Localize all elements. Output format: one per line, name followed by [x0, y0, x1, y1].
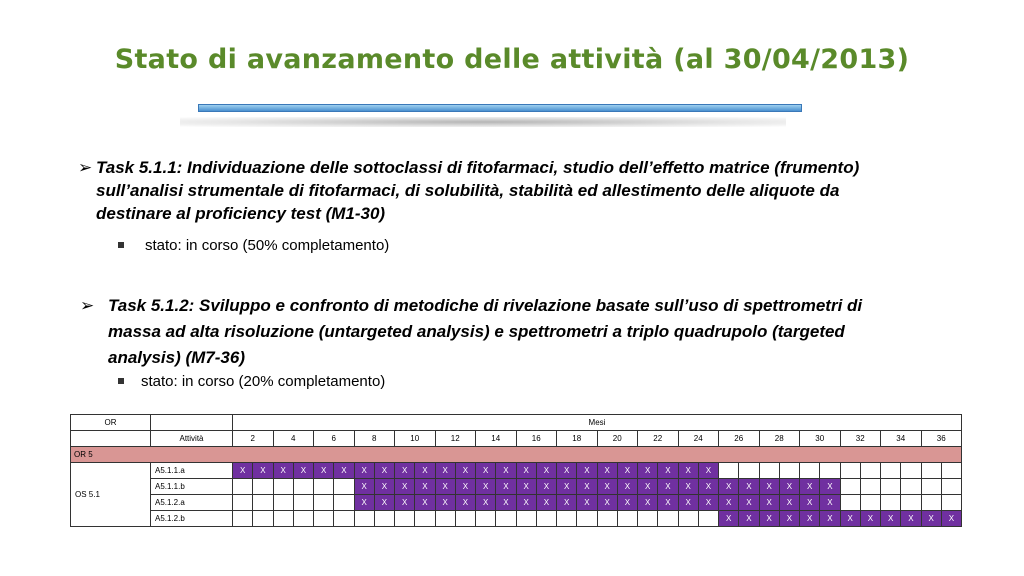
- gantt-mark-cell: X: [739, 495, 759, 511]
- month-header: 34: [881, 431, 922, 447]
- gantt-empty-cell: [840, 495, 860, 511]
- gantt-empty-cell: [941, 463, 961, 479]
- gantt-empty-cell: [273, 495, 293, 511]
- gantt-mark-cell: X: [496, 463, 516, 479]
- attivita-header: Attività: [151, 431, 233, 447]
- gantt-mark-cell: X: [314, 463, 334, 479]
- gantt-empty-cell: [719, 463, 739, 479]
- gantt-empty-cell: [496, 511, 516, 527]
- month-header: 6: [314, 431, 355, 447]
- gantt-empty-cell: [273, 479, 293, 495]
- gantt-mark-cell: X: [496, 495, 516, 511]
- gantt-empty-cell: [759, 463, 779, 479]
- gantt-empty-cell: [638, 511, 658, 527]
- table-header-row: [71, 415, 962, 431]
- gantt-empty-cell: [293, 479, 313, 495]
- month-header: 22: [638, 431, 679, 447]
- gantt-mark-cell: X: [739, 479, 759, 495]
- gantt-empty-cell: [881, 495, 901, 511]
- gantt-mark-cell: X: [658, 463, 678, 479]
- gantt-mark-cell: X: [577, 463, 597, 479]
- gantt-mark-cell: X: [698, 463, 718, 479]
- gantt-mark-cell: X: [638, 463, 658, 479]
- gantt-mark-cell: X: [638, 479, 658, 495]
- gantt-empty-cell: [455, 511, 475, 527]
- gantt-empty-cell: [293, 495, 313, 511]
- month-header: 10: [395, 431, 436, 447]
- gantt-empty-cell: [901, 495, 921, 511]
- gantt-empty-cell: [557, 511, 577, 527]
- month-header: 26: [719, 431, 760, 447]
- gantt-empty-cell: [354, 511, 374, 527]
- status-text: stato: in corso (20% completamento): [141, 373, 386, 390]
- month-header: 30: [800, 431, 841, 447]
- status-text: stato: in corso (50% completamento): [145, 237, 390, 254]
- gantt-mark-cell: X: [840, 511, 860, 527]
- title-underline-bar: [198, 104, 802, 112]
- gantt-mark-cell: X: [597, 479, 617, 495]
- month-header: 24: [678, 431, 719, 447]
- activity-name: A5.1.1.b: [151, 479, 233, 495]
- task-line: analysis) (M7-36): [108, 348, 245, 367]
- task-line: Task 5.1.2: Sviluppo e confronto di metodiche di rivelazione basate sull’uso di spettrometri di: [108, 296, 863, 315]
- gantt-mark-cell: X: [374, 495, 394, 511]
- gantt-mark-cell: X: [455, 463, 475, 479]
- month-header: 36: [921, 431, 962, 447]
- gantt-empty-cell: [941, 495, 961, 511]
- blank-header: [71, 431, 151, 447]
- gantt-mark-cell: X: [658, 479, 678, 495]
- gantt-mark-cell: X: [658, 495, 678, 511]
- gantt-mark-cell: X: [597, 495, 617, 511]
- gantt-empty-cell: [921, 463, 941, 479]
- table-header-row: [71, 431, 962, 447]
- gantt-mark-cell: X: [719, 479, 739, 495]
- gantt-mark-cell: X: [233, 463, 253, 479]
- gantt-mark-cell: X: [678, 463, 698, 479]
- gantt-mark-cell: X: [435, 479, 455, 495]
- gantt-empty-cell: [577, 511, 597, 527]
- gantt-mark-cell: X: [415, 463, 435, 479]
- gantt-mark-cell: X: [374, 479, 394, 495]
- task-5-1-1-status: [118, 237, 389, 254]
- gantt-mark-cell: X: [617, 479, 637, 495]
- or-row-label: OR 5: [71, 447, 962, 463]
- gantt-empty-cell: [253, 511, 273, 527]
- task-5-1-1: [78, 156, 859, 225]
- gantt-mark-cell: X: [800, 495, 820, 511]
- month-header: 14: [476, 431, 517, 447]
- gantt-empty-cell: [617, 511, 637, 527]
- gantt-mark-cell: X: [557, 495, 577, 511]
- gantt-mark-cell: X: [577, 479, 597, 495]
- gantt-empty-cell: [779, 463, 799, 479]
- gantt-empty-cell: [698, 511, 718, 527]
- month-header: 16: [516, 431, 557, 447]
- gantt-empty-cell: [941, 479, 961, 495]
- gantt-mark-cell: X: [395, 463, 415, 479]
- gantt-mark-cell: X: [374, 463, 394, 479]
- gantt-empty-cell: [860, 479, 880, 495]
- gantt-mark-cell: X: [516, 479, 536, 495]
- table-row: [71, 495, 962, 511]
- task-line: Task 5.1.1: Individuazione delle sottoclassi di fitofarmaci, studio dell’effetto matrice (frumento): [96, 158, 860, 177]
- gantt-empty-cell: [658, 511, 678, 527]
- gantt-empty-cell: [901, 463, 921, 479]
- month-header: 20: [597, 431, 638, 447]
- gantt-mark-cell: X: [860, 511, 880, 527]
- activity-name: A5.1.1.a: [151, 463, 233, 479]
- gantt-empty-cell: [820, 463, 840, 479]
- gantt-mark-cell: X: [759, 495, 779, 511]
- gantt-empty-cell: [314, 511, 334, 527]
- gantt-mark-cell: X: [820, 495, 840, 511]
- gantt-mark-cell: X: [820, 511, 840, 527]
- gantt-mark-cell: X: [617, 463, 637, 479]
- gantt-mark-cell: X: [901, 511, 921, 527]
- gantt-mark-cell: X: [779, 511, 799, 527]
- square-bullet-icon: [118, 378, 124, 384]
- gantt-empty-cell: [233, 495, 253, 511]
- gantt-mark-cell: X: [536, 463, 556, 479]
- gantt-mark-cell: X: [779, 495, 799, 511]
- month-header: 32: [840, 431, 881, 447]
- gantt-mark-cell: X: [476, 479, 496, 495]
- gantt-empty-cell: [678, 511, 698, 527]
- gantt-empty-cell: [293, 511, 313, 527]
- gantt-empty-cell: [233, 511, 253, 527]
- gantt-mark-cell: X: [779, 479, 799, 495]
- gantt-empty-cell: [860, 495, 880, 511]
- gantt-empty-cell: [334, 511, 354, 527]
- slide-title: Stato di avanzamento delle attività (al 30/04/2013): [114, 44, 910, 75]
- gantt-mark-cell: X: [395, 495, 415, 511]
- gantt-mark-cell: X: [759, 479, 779, 495]
- gantt-empty-cell: [253, 479, 273, 495]
- gantt-mark-cell: X: [557, 479, 577, 495]
- gantt-mark-cell: X: [678, 479, 698, 495]
- gantt-empty-cell: [334, 495, 354, 511]
- gantt-mark-cell: X: [435, 495, 455, 511]
- gantt-mark-cell: X: [800, 511, 820, 527]
- gantt-empty-cell: [253, 495, 273, 511]
- table-row: [71, 463, 962, 479]
- gantt-mark-cell: X: [881, 511, 901, 527]
- task-line: destinare al proficiency test (M1-30): [96, 204, 386, 223]
- gantt-empty-cell: [435, 511, 455, 527]
- gantt-mark-cell: X: [293, 463, 313, 479]
- activity-name: A5.1.2.b: [151, 511, 233, 527]
- month-header: 12: [435, 431, 476, 447]
- gantt-mark-cell: X: [415, 479, 435, 495]
- gantt-mark-cell: X: [536, 479, 556, 495]
- gantt-mark-cell: X: [739, 511, 759, 527]
- gantt-mark-cell: X: [597, 463, 617, 479]
- gantt-mark-cell: X: [435, 463, 455, 479]
- gantt-mark-cell: X: [557, 463, 577, 479]
- gantt-empty-cell: [901, 479, 921, 495]
- month-header: 18: [557, 431, 598, 447]
- gantt-empty-cell: [921, 479, 941, 495]
- title-underline-shadow: [180, 117, 786, 127]
- gantt-mark-cell: X: [800, 479, 820, 495]
- gantt-empty-cell: [273, 511, 293, 527]
- gantt-mark-cell: X: [719, 511, 739, 527]
- gantt-empty-cell: [476, 511, 496, 527]
- gantt-mark-cell: X: [273, 463, 293, 479]
- gantt-mark-cell: X: [415, 495, 435, 511]
- table-row: [71, 479, 962, 495]
- gantt-empty-cell: [840, 479, 860, 495]
- gantt-empty-cell: [921, 495, 941, 511]
- gantt-mark-cell: X: [820, 479, 840, 495]
- gantt-mark-cell: X: [395, 479, 415, 495]
- arrow-bullet-icon: ➢: [80, 296, 95, 315]
- gantt-mark-cell: X: [617, 495, 637, 511]
- gantt-mark-cell: X: [759, 511, 779, 527]
- task-line: massa ad alta risoluzione (untargeted analysis) e spettrometri a triplo quadrupolo (targeted: [108, 322, 845, 341]
- gantt-empty-cell: [840, 463, 860, 479]
- gantt-mark-cell: X: [496, 479, 516, 495]
- mesi-header: Mesi: [233, 415, 962, 431]
- gantt-empty-cell: [597, 511, 617, 527]
- gantt-mark-cell: X: [253, 463, 273, 479]
- activity-name: A5.1.2.a: [151, 495, 233, 511]
- blank-header: [151, 415, 233, 431]
- gantt-mark-cell: X: [516, 463, 536, 479]
- gantt-table: [70, 414, 962, 527]
- task-5-1-2-status: [118, 373, 385, 390]
- gantt-mark-cell: X: [455, 495, 475, 511]
- gantt-mark-cell: X: [678, 495, 698, 511]
- table-row: [71, 511, 962, 527]
- gantt-mark-cell: X: [941, 511, 961, 527]
- gantt-empty-cell: [881, 463, 901, 479]
- task-line: sull’analisi strumentale di fitofarmaci, di solubilità, stabilità ed allestimento delle aliquote da: [96, 181, 840, 200]
- square-bullet-icon: [118, 242, 124, 248]
- gantt-mark-cell: X: [698, 479, 718, 495]
- gantt-empty-cell: [314, 495, 334, 511]
- gantt-mark-cell: X: [638, 495, 658, 511]
- gantt-empty-cell: [374, 511, 394, 527]
- gantt-empty-cell: [395, 511, 415, 527]
- gantt-empty-cell: [536, 511, 556, 527]
- gantt-mark-cell: X: [921, 511, 941, 527]
- gantt-mark-cell: X: [476, 495, 496, 511]
- gantt-mark-cell: X: [354, 463, 374, 479]
- gantt-empty-cell: [415, 511, 435, 527]
- gantt-mark-cell: X: [455, 479, 475, 495]
- gantt-empty-cell: [739, 463, 759, 479]
- gantt-mark-cell: X: [354, 479, 374, 495]
- arrow-bullet-icon: ➢: [78, 158, 93, 177]
- gantt-empty-cell: [516, 511, 536, 527]
- gantt-mark-cell: X: [334, 463, 354, 479]
- or-header: OR: [71, 415, 151, 431]
- gantt-mark-cell: X: [354, 495, 374, 511]
- month-header: 2: [233, 431, 274, 447]
- gantt-empty-cell: [334, 479, 354, 495]
- gantt-mark-cell: X: [577, 495, 597, 511]
- gantt-empty-cell: [314, 479, 334, 495]
- task-5-1-2: [80, 293, 862, 371]
- os-label: OS 5.1: [71, 463, 151, 527]
- gantt-empty-cell: [881, 479, 901, 495]
- gantt-empty-cell: [233, 479, 253, 495]
- month-header: 4: [273, 431, 314, 447]
- table-row: [71, 447, 962, 463]
- gantt-empty-cell: [800, 463, 820, 479]
- gantt-mark-cell: X: [698, 495, 718, 511]
- gantt-mark-cell: X: [516, 495, 536, 511]
- gantt-mark-cell: X: [719, 495, 739, 511]
- month-header: 28: [759, 431, 800, 447]
- gantt-mark-cell: X: [536, 495, 556, 511]
- gantt-mark-cell: X: [476, 463, 496, 479]
- month-header: 8: [354, 431, 395, 447]
- gantt-empty-cell: [860, 463, 880, 479]
